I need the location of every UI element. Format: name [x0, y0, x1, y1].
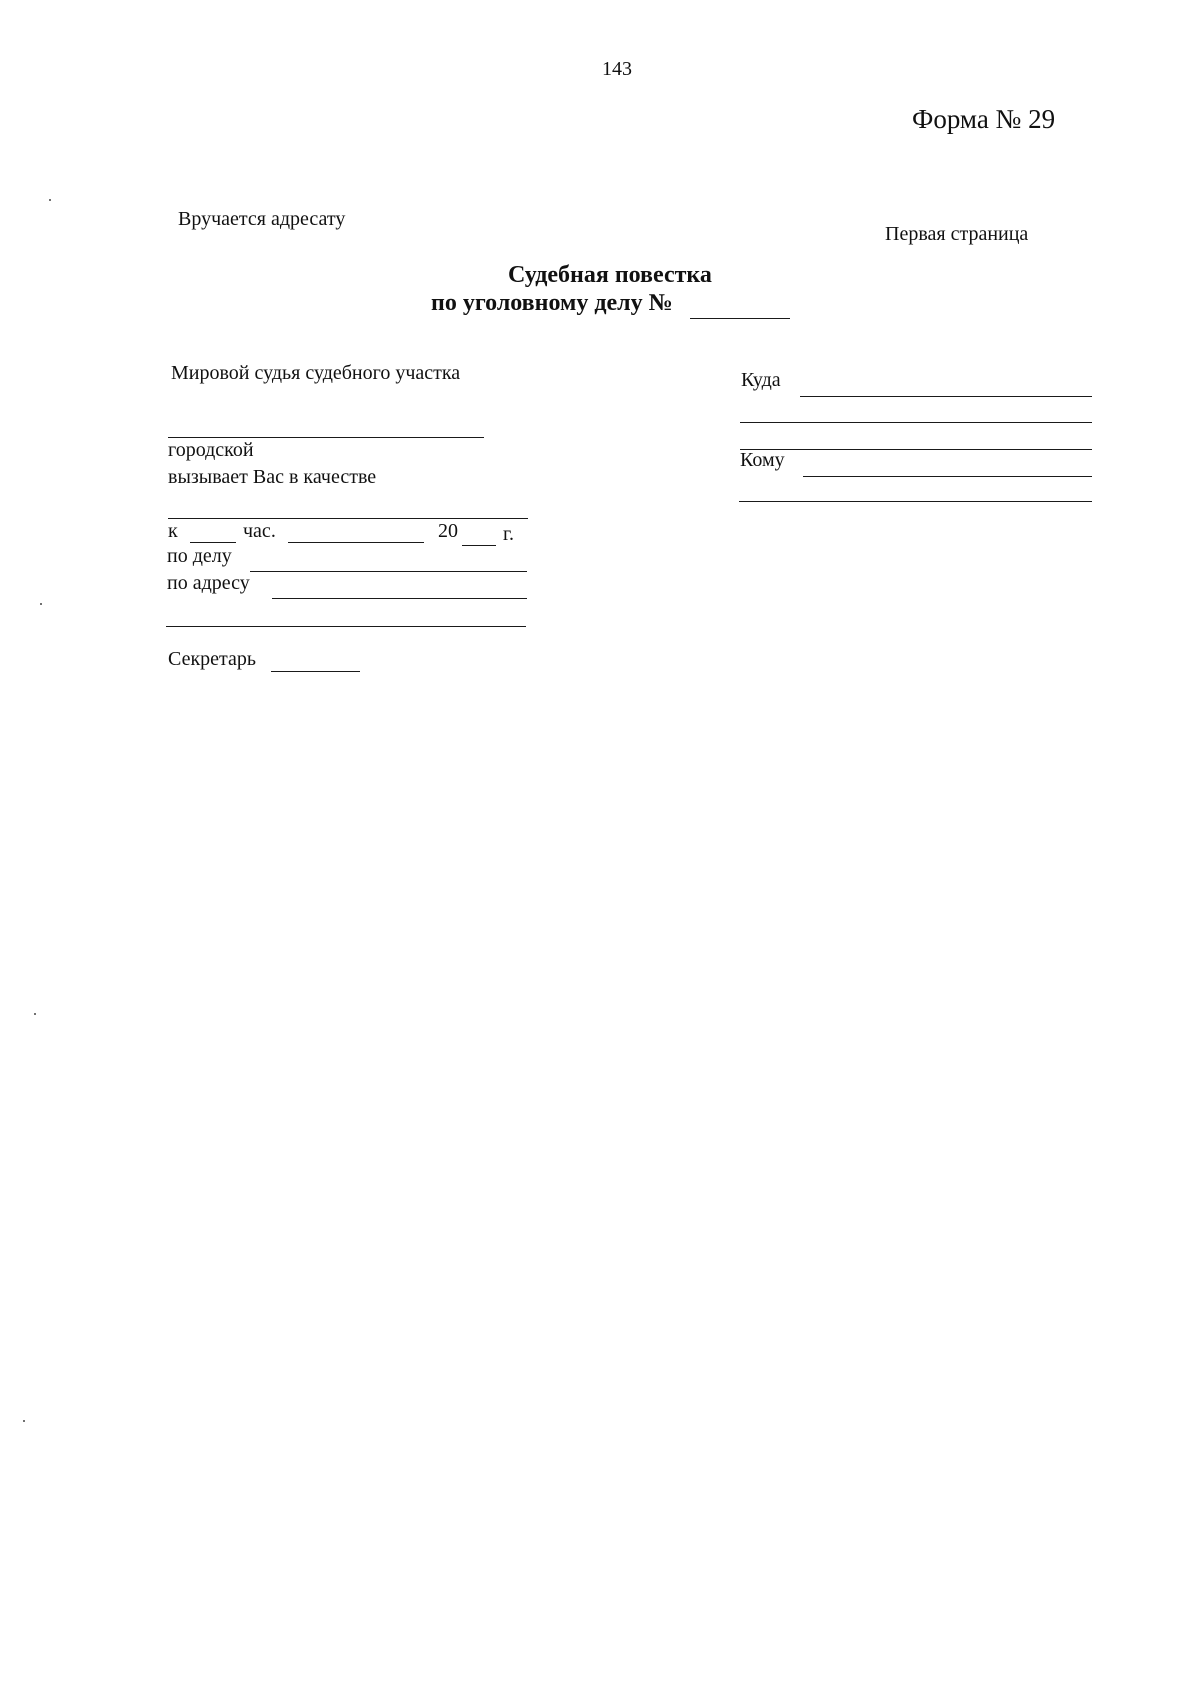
- where-blank-2: [740, 422, 1092, 423]
- case-number-blank: [690, 318, 790, 319]
- scan-speck: [40, 603, 42, 605]
- whom-blank: [803, 476, 1092, 477]
- capacity-blank: [168, 518, 528, 519]
- city-label: городской: [168, 439, 254, 461]
- where-label: Куда: [741, 369, 781, 391]
- whom-blank-2: [739, 501, 1092, 502]
- delivered-to-label: Вручается адресату: [178, 208, 346, 230]
- scan-speck: [49, 199, 51, 201]
- address-blank: [272, 598, 527, 599]
- secretary-label: Секретарь: [168, 648, 257, 670]
- year-blank: [462, 545, 496, 546]
- judge-label: Мировой судья судебного участка: [171, 362, 461, 384]
- year-prefix: 20: [438, 520, 458, 542]
- year-suffix: г.: [503, 523, 514, 545]
- secretary-signature-blank: [271, 671, 360, 672]
- hour-blank: [190, 542, 236, 543]
- form-number-label: Форма № 29: [912, 104, 1056, 134]
- address-label: по адресу: [167, 572, 250, 594]
- document-title: Судебная повестка: [508, 262, 712, 288]
- at-label: к: [168, 520, 178, 542]
- date-blank: [288, 542, 424, 543]
- page-side-label: Первая страница: [885, 223, 1029, 245]
- where-blank: [800, 396, 1092, 397]
- whom-label: Кому: [740, 449, 785, 471]
- case-blank: [250, 571, 527, 572]
- scan-speck: [34, 1013, 36, 1015]
- district-blank: [168, 437, 484, 438]
- case-label: по делу: [167, 545, 232, 567]
- scan-speck: [23, 1420, 25, 1422]
- page-number: 143: [602, 58, 632, 80]
- summons-label: вызывает Вас в качестве: [168, 466, 377, 488]
- hour-label: час.: [243, 520, 276, 542]
- address-blank-2: [166, 626, 526, 627]
- where-blank-3: [740, 449, 1092, 450]
- document-subtitle: по уголовному делу №: [431, 290, 673, 316]
